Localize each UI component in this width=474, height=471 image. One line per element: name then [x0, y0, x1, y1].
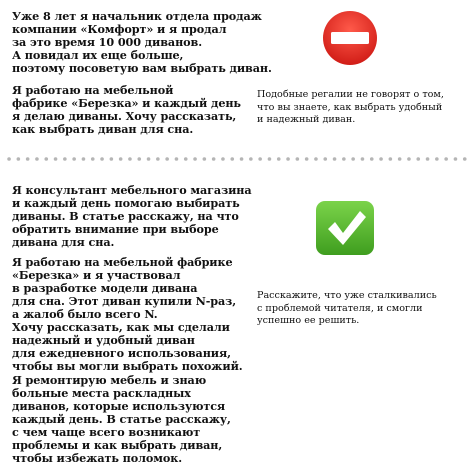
text-line: в разработке модели дивана	[12, 281, 198, 295]
good-example-note	[257, 290, 469, 328]
text-line: за это время 10 000 диванов.	[12, 35, 202, 49]
text-line: поэтому посоветую вам выбрать диван.	[12, 61, 272, 75]
text-line: и каждый день помогаю выбирать	[12, 196, 240, 210]
check-mark-icon	[315, 200, 375, 256]
text-line: с чем чаще всего возникают	[12, 425, 201, 439]
note-line: Расскажите, что уже сталкивались	[257, 290, 437, 301]
bad-text-block-2	[12, 84, 244, 136]
text-line: надежный и удобный диван	[12, 333, 195, 347]
text-line: Я работаю на мебельной фабрике	[12, 255, 233, 269]
dotted-divider	[6, 156, 472, 162]
text-line: чтобы избежать поломок.	[12, 451, 182, 465]
note-line: Подобные регалии не говорят о том,	[257, 89, 444, 100]
text-line: диванов, которые используются	[12, 399, 226, 413]
text-line: А повидал их еще больше,	[12, 48, 184, 62]
text-line: фабрике «Березка» и каждый день	[12, 96, 241, 110]
text-line: компании «Комфорт» и я продал	[12, 22, 227, 36]
text-line: Уже 8 лет я начальник отдела продаж	[12, 9, 262, 23]
text-line: диваны. В статье расскажу, на что	[12, 209, 239, 223]
note-line: что вы знаете, как выбрать удобный	[257, 101, 443, 113]
good-text-block-1	[12, 183, 252, 249]
text-line: Хочу рассказать, как мы сделали	[12, 320, 230, 334]
text-line: как выбрать диван для сна.	[12, 122, 194, 136]
text-line: для ежедневного использования,	[12, 346, 231, 360]
text-line: обратить внимание при выборе	[12, 222, 219, 236]
text-line: для сна. Этот диван купили N-раз,	[12, 294, 237, 308]
text-line: Я ремонтирую мебель и знаю	[12, 373, 207, 387]
good-text-block-3	[12, 374, 244, 465]
text-line: Я консультант мебельного магазина	[12, 183, 252, 197]
text-line: я делаю диваны. Хочу рассказать,	[12, 109, 237, 123]
note-line: и надежный диван.	[257, 114, 356, 125]
text-line: дивана для сна.	[12, 235, 115, 249]
note-line: успешно ее решить.	[257, 315, 360, 326]
text-line: чтобы вы могли выбрать похожий.	[12, 359, 243, 373]
bad-text-block-1	[12, 9, 272, 75]
good-text-block-2	[12, 256, 244, 373]
bad-example-note	[257, 89, 469, 127]
text-line: «Березка» и я участвовал	[12, 268, 181, 282]
text-line: каждый день. В статье расскажу,	[12, 412, 231, 426]
note-line: с проблемой читателя, и смогли	[257, 302, 423, 314]
text-line: больные места раскладных	[12, 386, 191, 400]
text-line: Я работаю на мебельной	[12, 83, 174, 97]
text-line: а жалоб было всего N.	[12, 307, 158, 321]
text-line: проблемы и как выбрать диван,	[12, 438, 223, 452]
no-entry-icon	[322, 10, 378, 66]
